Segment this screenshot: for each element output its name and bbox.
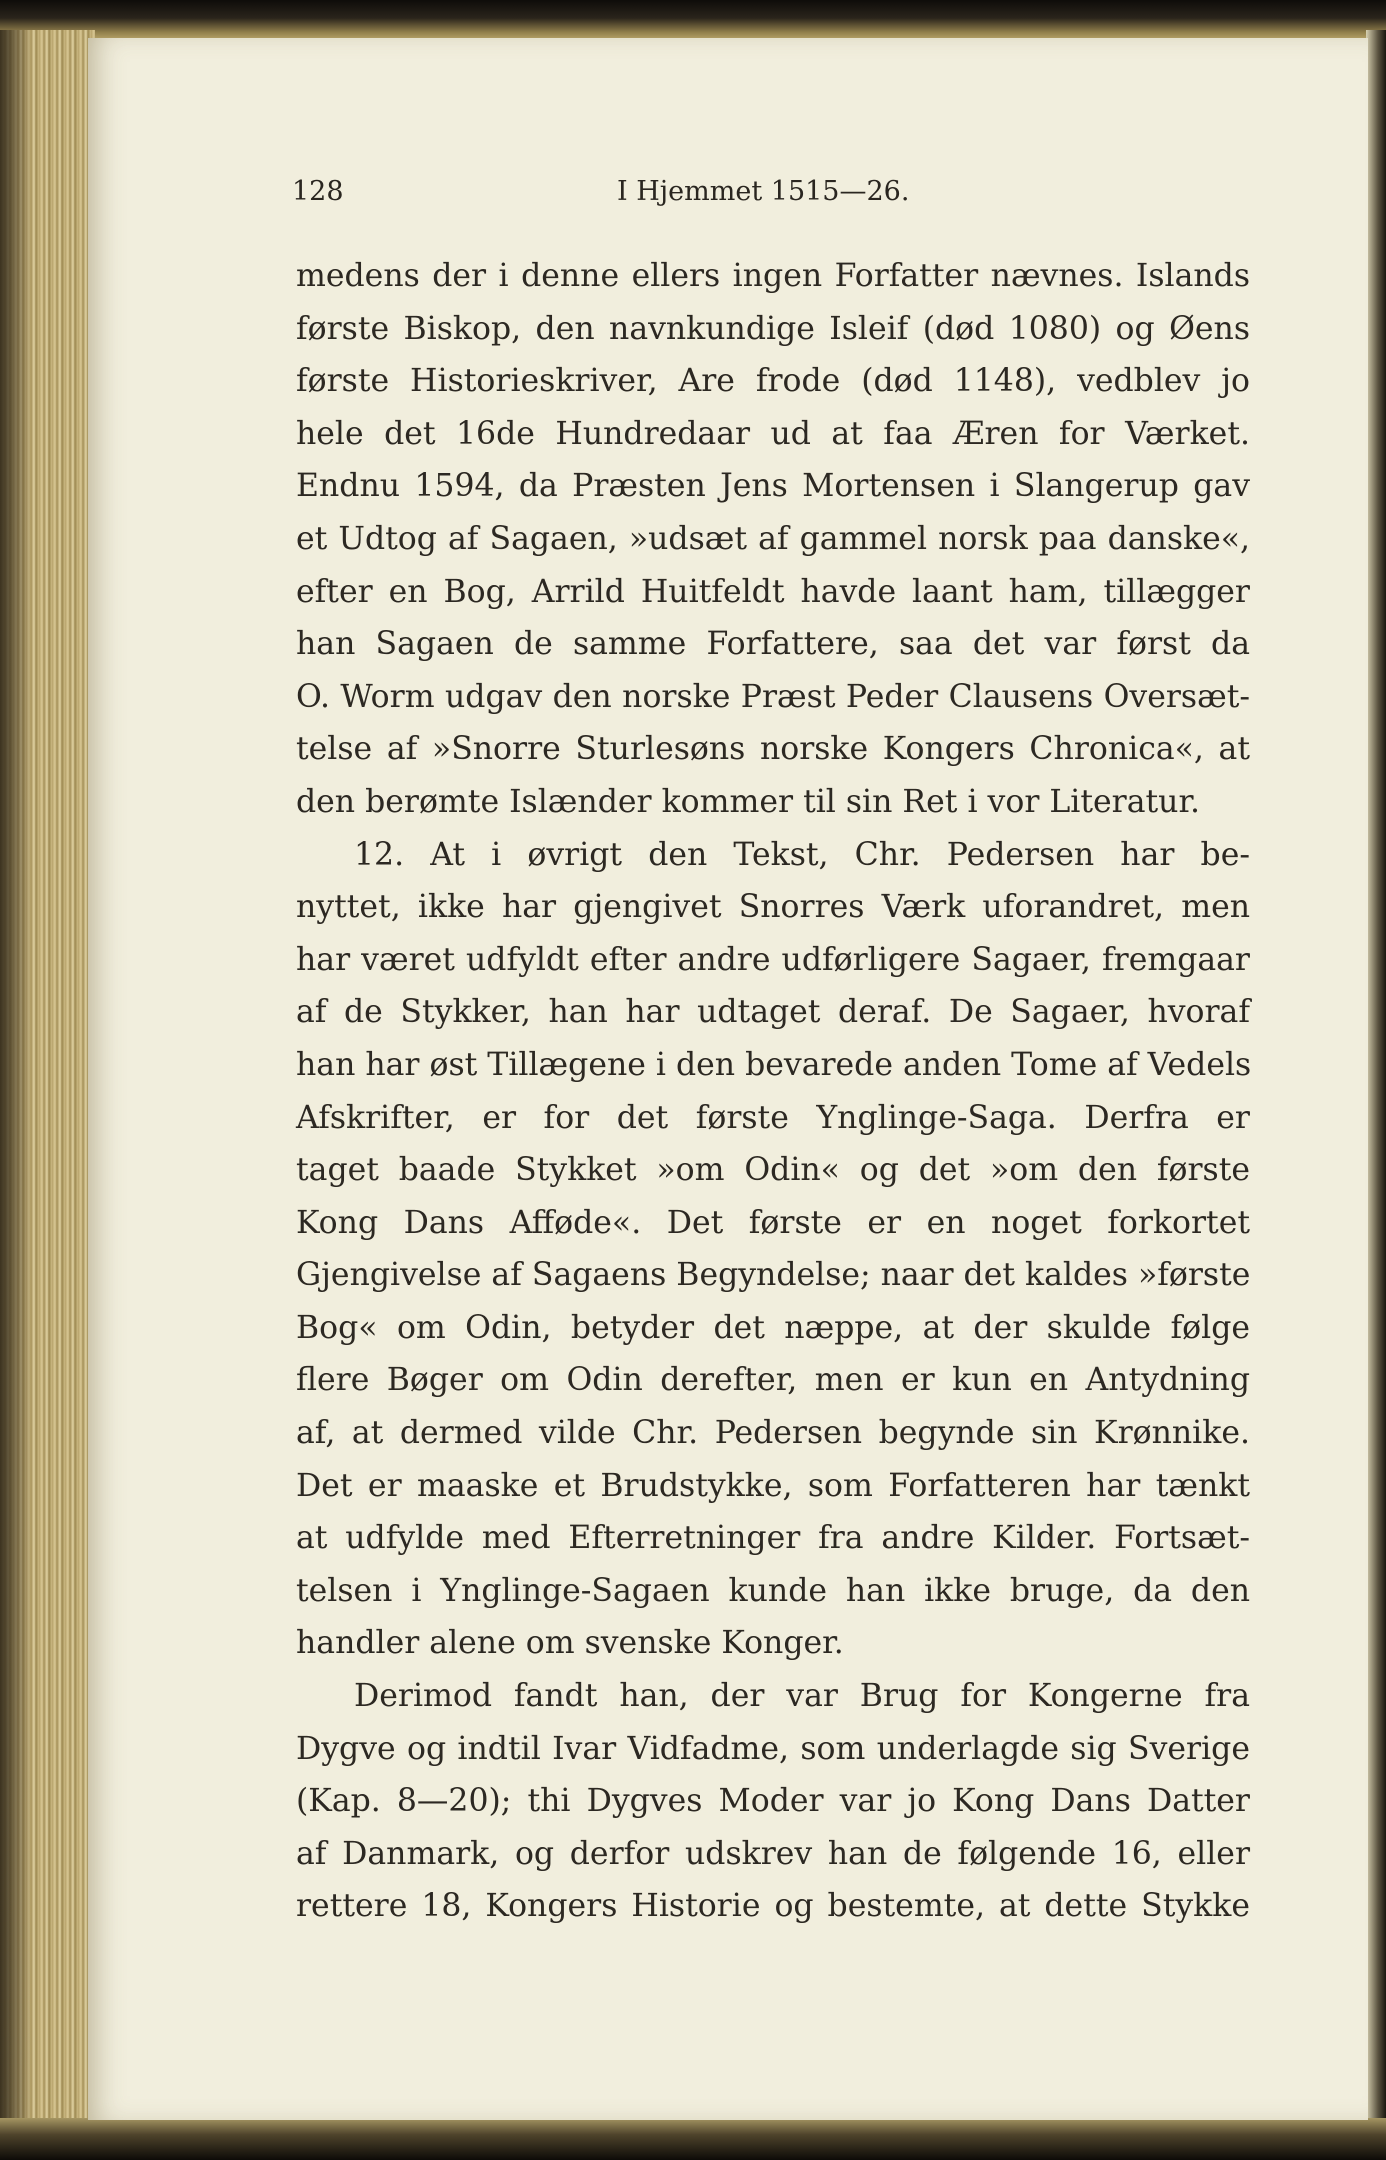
text-line: har været udfyldt efter andre udførligere Sagaer, fremgaar (296, 941, 1250, 978)
text-line: den berømte Islænder kommer til sin Ret i vor Literatur. (296, 783, 1201, 820)
text-line: efter en Bog, Arrild Huitfeldt havde laant ham, tillægger (296, 573, 1250, 610)
body-text (296, 250, 1250, 1933)
paragraph-start: 12. At i øvrigt den Tekst, Chr. Pedersen har be- (354, 836, 1250, 873)
text-line: af, at dermed vilde Chr. Pedersen begynde sin Krønnike. (296, 1415, 1250, 1452)
text-line: han har øst Tillægene i den bevarede anden Tome af Vedels (296, 1046, 1252, 1083)
text-line: Bog« om Odin, betyder det næppe, at der skulde følge (296, 1309, 1250, 1346)
text-line: af de Stykker, han har udtaget deraf. De Sagaer, hvoraf (296, 994, 1250, 1031)
top-page-edge (0, 0, 1386, 40)
text-line: O. Worm udgav den norske Præst Peder Clausens Oversæt- (296, 678, 1250, 715)
text-line: han Sagaen de samme Forfattere, saa det var først da (296, 626, 1250, 663)
text-line: første Biskop, den navnkundige Isleif (død 1080) og Øens (296, 310, 1250, 347)
text-line: af Danmark, og derfor udskrev han de følgende 16, eller (296, 1835, 1250, 1872)
text-line: telsen i Ynglinge-Sagaen kunde han ikke bruge, da den (296, 1572, 1250, 1609)
text-line: flere Bøger om Odin derefter, men er kun en Antydning (296, 1362, 1250, 1399)
text-line: Det er maaske et Brudstykke, som Forfatteren har tænkt (296, 1467, 1250, 1504)
bottom-page-edge (0, 2118, 1386, 2160)
paragraph-start: Derimod fandt han, der var Brug for Kongerne fra (354, 1678, 1250, 1715)
text-line: telse af »Snorre Sturlesøns norske Kongers Chronica«, at (296, 731, 1250, 768)
text-line: første Historieskriver, Are frode (død 1148), vedblev jo (296, 363, 1250, 400)
text-line: Gjengivelse af Sagaens Begyndelse; naar det kaldes »første (296, 1257, 1251, 1294)
right-page-edge (1366, 30, 1386, 2130)
text-line: (Kap. 8—20); thi Dygves Moder var jo Kong Dans Datter (296, 1783, 1250, 1820)
text-line: hele det 16de Hundredaar ud at faa Æren for Værket. (296, 415, 1250, 452)
text-line: et Udtog af Sagaen, »udsæt af gammel norsk paa danske«, (296, 520, 1250, 557)
page-number: 128 (292, 176, 344, 207)
running-title: I Hjemmet 1515—26. (617, 176, 910, 207)
text-line: medens der i denne ellers ingen Forfatter nævnes. Islands (296, 258, 1250, 294)
text-line: Kong Dans Afføde«. Det første er en noget forkortet (296, 1204, 1250, 1241)
text-line: Endnu 1594, da Præsten Jens Mortensen i Slangerup gav (296, 468, 1250, 505)
text-line: Dygve og indtil Ivar Vidfadme, som underlagde sig Sverige (296, 1730, 1250, 1767)
running-head (292, 176, 1292, 216)
gutter-shadow (0, 30, 30, 2130)
text-line: Afskrifter, er for det første Ynglinge-Saga. Derfra er (296, 1099, 1250, 1136)
text-line: rettere 18, Kongers Historie og bestemte, at dette Stykke (296, 1888, 1250, 1925)
text-line: nyttet, ikke har gjengivet Snorres Værk uforandret, men (296, 889, 1250, 926)
text-line: handler alene om svenske Konger. (296, 1625, 844, 1662)
text-line: taget baade Stykket »om Odin« og det »om den første (296, 1152, 1250, 1189)
text-line: at udfylde med Efterretninger fra andre Kilder. Fortsæt- (296, 1520, 1250, 1557)
